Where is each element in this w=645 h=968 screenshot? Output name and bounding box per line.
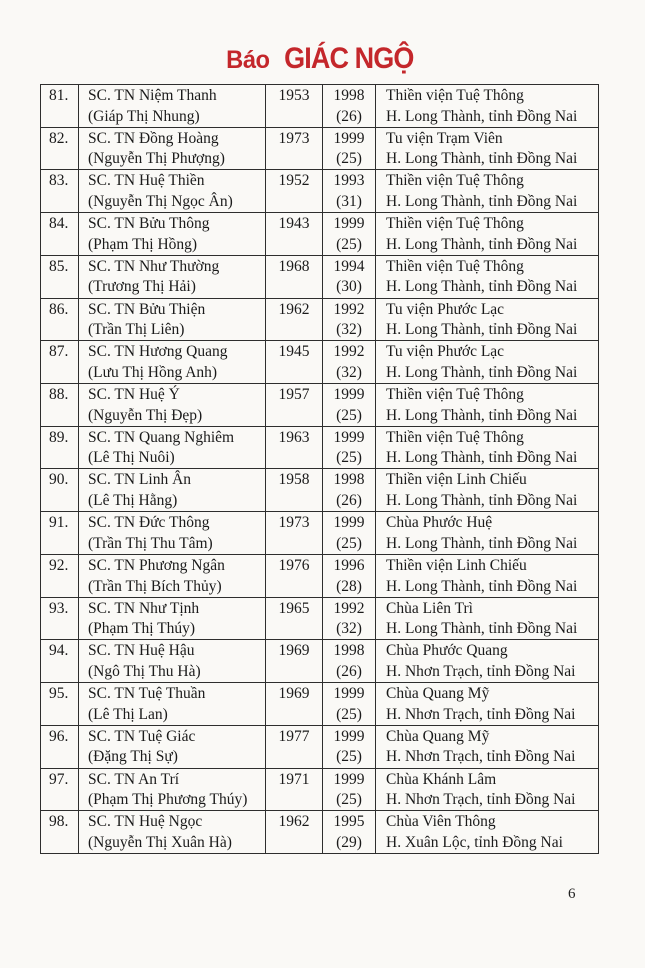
- birth-year-cell: [266, 640, 323, 683]
- nun-name-cell: [79, 299, 266, 342]
- table-row: [41, 128, 599, 171]
- birth-year: 1977: [278, 727, 310, 745]
- location-cell: [376, 85, 599, 128]
- row-number-cell: [41, 384, 79, 427]
- ordination-age: (25): [336, 449, 362, 467]
- table-row: [41, 299, 599, 342]
- dharma-name: SC. TN Tuệ Thuần: [88, 685, 206, 703]
- ordination-age: (31): [336, 193, 362, 211]
- temple-name: Chùa Quang Mỹ: [386, 727, 490, 745]
- birth-year: 1958: [278, 471, 310, 489]
- table-row: [41, 512, 599, 555]
- birth-year: 1957: [278, 386, 310, 404]
- row-number-cell: [41, 427, 79, 470]
- location-cell: [376, 640, 599, 683]
- temple-name: Tu viện Phước Lạc: [386, 343, 505, 361]
- nun-name-cell: [79, 555, 266, 598]
- birth-name: (Lê Thị Hằng): [88, 492, 178, 510]
- district-name: H. Nhơn Trạch, tỉnh Đồng Nai: [386, 662, 576, 680]
- table-row: [41, 683, 599, 726]
- dharma-name: SC. TN Quang Nghiêm: [88, 428, 235, 446]
- nun-registry-table: [40, 84, 599, 854]
- ordination-cell: [323, 256, 376, 299]
- dharma-name: SC. TN Niệm Thanh: [88, 87, 217, 104]
- nun-name-cell: [79, 769, 266, 812]
- birth-year: 1965: [278, 599, 310, 617]
- birth-year-cell: [266, 85, 323, 128]
- table-row: [41, 85, 599, 128]
- temple-name: Thiền viện Tuệ Thông: [386, 428, 524, 446]
- row-number-cell: [41, 683, 79, 726]
- district-name: H. Long Thành, tỉnh Đồng Nai: [386, 235, 578, 253]
- masthead-title: GIÁC NGỘ: [283, 42, 414, 75]
- birth-year: 1962: [278, 813, 310, 831]
- ordination-cell: [323, 128, 376, 171]
- nun-name-cell: [79, 640, 266, 683]
- row-number-cell: [41, 85, 79, 128]
- ordination-age: (25): [336, 748, 362, 766]
- nun-name-cell: [79, 427, 266, 470]
- nun-name-cell: [79, 598, 266, 641]
- nun-name-cell: [79, 512, 266, 555]
- row-number-cell: [41, 128, 79, 171]
- birth-name: (Trần Thị Bích Thủy): [88, 577, 222, 595]
- birth-name: (Giáp Thị Nhung): [88, 107, 200, 125]
- dharma-name: SC. TN Tuệ Giác: [88, 727, 196, 745]
- birth-year: 1971: [278, 770, 310, 788]
- birth-year-cell: [266, 384, 323, 427]
- location-cell: [376, 170, 599, 213]
- temple-name: Chùa Phước Quang: [386, 642, 508, 660]
- district-name: H. Long Thành, tỉnh Đồng Nai: [386, 321, 578, 339]
- ordination-cell: [323, 512, 376, 555]
- row-number: 88.: [49, 386, 69, 404]
- row-number-cell: [41, 769, 79, 812]
- ordination-cell: [323, 384, 376, 427]
- ordination-age: (28): [336, 577, 362, 595]
- birth-name: (Nguyễn Thị Đẹp): [88, 406, 203, 424]
- temple-name: Tu viện Trạm Viên: [386, 129, 503, 147]
- ordination-cell: [323, 170, 376, 213]
- ordination-year: 1999: [333, 685, 365, 703]
- birth-year: 1963: [278, 428, 310, 446]
- row-number: 81.: [49, 87, 69, 104]
- dharma-name: SC. TN Đức Thông: [88, 514, 210, 532]
- dharma-name: SC. TN Hương Quang: [88, 343, 228, 361]
- ordination-year: 1999: [333, 514, 365, 532]
- birth-year-cell: [266, 512, 323, 555]
- dharma-name: SC. TN Linh Ân: [88, 471, 192, 489]
- birth-year-cell: [266, 213, 323, 256]
- birth-year-cell: [266, 299, 323, 342]
- row-number: 86.: [49, 300, 69, 318]
- birth-year-cell: [266, 598, 323, 641]
- ordination-cell: [323, 769, 376, 812]
- row-number-cell: [41, 512, 79, 555]
- birth-name: (Nguyễn Thị Phượng): [88, 150, 225, 168]
- ordination-year: 1996: [333, 556, 365, 574]
- birth-year: 1973: [278, 514, 310, 532]
- ordination-age: (25): [336, 150, 362, 168]
- birth-year-cell: [266, 427, 323, 470]
- row-number: 97.: [49, 770, 69, 788]
- row-number: 95.: [49, 685, 69, 703]
- newspaper-masthead: [0, 42, 645, 76]
- row-number: 90.: [49, 471, 69, 489]
- row-number: 83.: [49, 172, 69, 190]
- ordination-cell: [323, 469, 376, 512]
- district-name: H. Long Thành, tỉnh Đồng Nai: [386, 107, 578, 125]
- district-name: H. Long Thành, tỉnh Đồng Nai: [386, 150, 578, 168]
- dharma-name: SC. TN Bửu Thiện: [88, 300, 206, 318]
- table-row: [41, 341, 599, 384]
- row-number: 93.: [49, 599, 69, 617]
- birth-year: 1968: [278, 257, 310, 275]
- ordination-year: 1998: [333, 87, 365, 104]
- ordination-year: 1994: [333, 257, 365, 275]
- row-number: 85.: [49, 257, 69, 275]
- nun-name-cell: [79, 85, 266, 128]
- ordination-cell: [323, 85, 376, 128]
- temple-name: Thiền viện Tuệ Thông: [386, 87, 524, 104]
- birth-year: 1943: [278, 215, 310, 233]
- ordination-cell: [323, 811, 376, 854]
- district-name: H. Long Thành, tỉnh Đồng Nai: [386, 406, 578, 424]
- ordination-year: 1999: [333, 129, 365, 147]
- birth-year: 1969: [278, 642, 310, 660]
- dharma-name: SC. TN Huệ Hậu: [88, 642, 195, 660]
- row-number: 89.: [49, 428, 69, 446]
- ordination-year: 1999: [333, 727, 365, 745]
- row-number: 84.: [49, 215, 69, 233]
- district-name: H. Long Thành, tỉnh Đồng Nai: [386, 534, 578, 552]
- ordination-age: (26): [336, 107, 362, 125]
- ordination-age: (30): [336, 278, 362, 296]
- row-number-cell: [41, 299, 79, 342]
- ordination-age: (26): [336, 492, 362, 510]
- row-number-cell: [41, 213, 79, 256]
- birth-year-cell: [266, 256, 323, 299]
- ordination-age: (32): [336, 620, 362, 638]
- row-number-cell: [41, 726, 79, 769]
- row-number: 96.: [49, 727, 69, 745]
- table-row: [41, 726, 599, 769]
- ordination-cell: [323, 213, 376, 256]
- temple-name: Chùa Khánh Lâm: [386, 770, 497, 788]
- birth-year: 1945: [278, 343, 310, 361]
- location-cell: [376, 256, 599, 299]
- ordination-year: 1999: [333, 386, 365, 404]
- ordination-cell: [323, 598, 376, 641]
- ordination-age: (25): [336, 406, 362, 424]
- table-row: [41, 769, 599, 812]
- masthead-prefix: Báo: [225, 46, 270, 74]
- birth-year-cell: [266, 555, 323, 598]
- ordination-cell: [323, 726, 376, 769]
- birth-name: (Trần Thị Liên): [88, 321, 185, 339]
- birth-year-cell: [266, 769, 323, 812]
- district-name: H. Long Thành, tỉnh Đồng Nai: [386, 363, 578, 381]
- temple-name: Thiền viện Tuệ Thông: [386, 172, 524, 190]
- temple-name: Thiền viện Tuệ Thông: [386, 215, 524, 233]
- ordination-age: (25): [336, 705, 362, 723]
- row-number: 87.: [49, 343, 69, 361]
- nun-name-cell: [79, 170, 266, 213]
- birth-name: (Phạm Thị Hồng): [88, 235, 198, 253]
- district-name: H. Nhơn Trạch, tỉnh Đồng Nai: [386, 705, 576, 723]
- district-name: H. Nhơn Trạch, tỉnh Đồng Nai: [386, 748, 576, 766]
- ordination-year: 1992: [333, 599, 365, 617]
- birth-name: (Trần Thị Thu Tâm): [88, 534, 213, 552]
- location-cell: [376, 469, 599, 512]
- district-name: H. Long Thành, tỉnh Đồng Nai: [386, 620, 578, 638]
- row-number-cell: [41, 256, 79, 299]
- row-number: 82.: [49, 129, 69, 147]
- ordination-year: 1992: [333, 343, 365, 361]
- ordination-year: 1999: [333, 428, 365, 446]
- location-cell: [376, 213, 599, 256]
- birth-year-cell: [266, 726, 323, 769]
- birth-year: 1962: [278, 300, 310, 318]
- ordination-year: 1998: [333, 642, 365, 660]
- row-number-cell: [41, 598, 79, 641]
- birth-name: (Lê Thị Nuôi): [88, 449, 175, 467]
- row-number: 92.: [49, 556, 69, 574]
- table-row: [41, 640, 599, 683]
- birth-name: (Đặng Thị Sự): [88, 748, 178, 766]
- row-number: 94.: [49, 642, 69, 660]
- table-row: [41, 213, 599, 256]
- temple-name: Thiền viện Tuệ Thông: [386, 257, 524, 275]
- ordination-year: 1999: [333, 770, 365, 788]
- location-cell: [376, 128, 599, 171]
- temple-name: Chùa Quang Mỹ: [386, 685, 490, 703]
- district-name: H. Nhơn Trạch, tỉnh Đồng Nai: [386, 791, 576, 809]
- ordination-age: (25): [336, 791, 362, 809]
- nun-name-cell: [79, 341, 266, 384]
- table-row: [41, 384, 599, 427]
- location-cell: [376, 384, 599, 427]
- birth-year-cell: [266, 683, 323, 726]
- ordination-year: 1992: [333, 300, 365, 318]
- birth-year: 1976: [278, 556, 310, 574]
- birth-name: (Nguyễn Thị Xuân Hà): [88, 833, 232, 851]
- row-number-cell: [41, 341, 79, 384]
- ordination-cell: [323, 555, 376, 598]
- ordination-cell: [323, 640, 376, 683]
- dharma-name: SC. TN Huệ Ngọc: [88, 813, 203, 831]
- page-number: 6: [568, 886, 576, 902]
- nun-name-cell: [79, 469, 266, 512]
- birth-year-cell: [266, 128, 323, 171]
- birth-name: (Ngô Thị Thu Hà): [88, 662, 201, 680]
- dharma-name: SC. TN Huệ Thiền: [88, 172, 205, 190]
- dharma-name: SC. TN An Trí: [88, 770, 180, 788]
- dharma-name: SC. TN Như Tịnh: [88, 599, 200, 617]
- row-number: 98.: [49, 813, 69, 831]
- row-number-cell: [41, 640, 79, 683]
- table-row: [41, 811, 599, 854]
- birth-name: (Lê Thị Lan): [88, 705, 168, 723]
- nun-name-cell: [79, 726, 266, 769]
- temple-name: Thiền viện Linh Chiếu: [386, 471, 527, 489]
- temple-name: Chùa Viên Thông: [386, 813, 496, 831]
- location-cell: [376, 683, 599, 726]
- table-row: [41, 427, 599, 470]
- table-row: [41, 469, 599, 512]
- dharma-name: SC. TN Huệ Ý: [88, 386, 180, 404]
- nun-name-cell: [79, 811, 266, 854]
- location-cell: [376, 341, 599, 384]
- location-cell: [376, 726, 599, 769]
- ordination-age: (32): [336, 363, 362, 381]
- birth-year: 1953: [278, 87, 310, 104]
- district-name: H. Long Thành, tỉnh Đồng Nai: [386, 577, 578, 595]
- nun-name-cell: [79, 213, 266, 256]
- birth-year: 1952: [278, 172, 310, 190]
- district-name: H. Xuân Lộc, tỉnh Đồng Nai: [386, 833, 563, 851]
- district-name: H. Long Thành, tỉnh Đồng Nai: [386, 278, 578, 296]
- temple-name: Chùa Liên Trì: [386, 599, 473, 617]
- ordination-cell: [323, 299, 376, 342]
- dharma-name: SC. TN Như Thường: [88, 257, 220, 275]
- nun-name-cell: [79, 128, 266, 171]
- birth-year-cell: [266, 341, 323, 384]
- birth-name: (Nguyễn Thị Ngọc Ân): [88, 193, 233, 211]
- nun-name-cell: [79, 683, 266, 726]
- birth-year: 1973: [278, 129, 310, 147]
- row-number-cell: [41, 170, 79, 213]
- birth-name: (Lưu Thị Hồng Anh): [88, 363, 218, 381]
- row-number-cell: [41, 469, 79, 512]
- birth-year-cell: [266, 811, 323, 854]
- dharma-name: SC. TN Phương Ngân: [88, 556, 225, 574]
- nun-name-cell: [79, 256, 266, 299]
- birth-name: (Phạm Thị Phương Thúy): [88, 791, 248, 809]
- location-cell: [376, 299, 599, 342]
- ordination-cell: [323, 683, 376, 726]
- ordination-age: (25): [336, 235, 362, 253]
- ordination-cell: [323, 341, 376, 384]
- birth-name: (Trương Thị Hải): [88, 278, 196, 296]
- birth-year-cell: [266, 170, 323, 213]
- location-cell: [376, 811, 599, 854]
- temple-name: Chùa Phước Huệ: [386, 514, 493, 532]
- ordination-year: 1995: [333, 813, 365, 831]
- nun-name-cell: [79, 384, 266, 427]
- district-name: H. Long Thành, tỉnh Đồng Nai: [386, 449, 578, 467]
- location-cell: [376, 555, 599, 598]
- dharma-name: SC. TN Đồng Hoàng: [88, 129, 219, 147]
- temple-name: Tu viện Phước Lạc: [386, 300, 505, 318]
- location-cell: [376, 598, 599, 641]
- location-cell: [376, 427, 599, 470]
- ordination-age: (29): [336, 833, 362, 851]
- birth-name: (Phạm Thị Thúy): [88, 620, 196, 638]
- ordination-cell: [323, 427, 376, 470]
- district-name: H. Long Thành, tỉnh Đồng Nai: [386, 193, 578, 211]
- temple-name: Thiền viện Linh Chiếu: [386, 556, 527, 574]
- temple-name: Thiền viện Tuệ Thông: [386, 386, 524, 404]
- table-row: [41, 256, 599, 299]
- ordination-age: (32): [336, 321, 362, 339]
- ordination-age: (25): [336, 534, 362, 552]
- location-cell: [376, 769, 599, 812]
- row-number-cell: [41, 555, 79, 598]
- table-row: [41, 170, 599, 213]
- birth-year-cell: [266, 469, 323, 512]
- birth-year: 1969: [278, 685, 310, 703]
- table-row: [41, 598, 599, 641]
- location-cell: [376, 512, 599, 555]
- ordination-year: 1993: [333, 172, 365, 190]
- row-number-cell: [41, 811, 79, 854]
- district-name: H. Long Thành, tỉnh Đồng Nai: [386, 492, 578, 510]
- row-number: 91.: [49, 514, 69, 532]
- table-row: [41, 555, 599, 598]
- ordination-year: 1999: [333, 215, 365, 233]
- ordination-age: (26): [336, 662, 362, 680]
- dharma-name: SC. TN Bửu Thông: [88, 215, 210, 233]
- ordination-year: 1998: [333, 471, 365, 489]
